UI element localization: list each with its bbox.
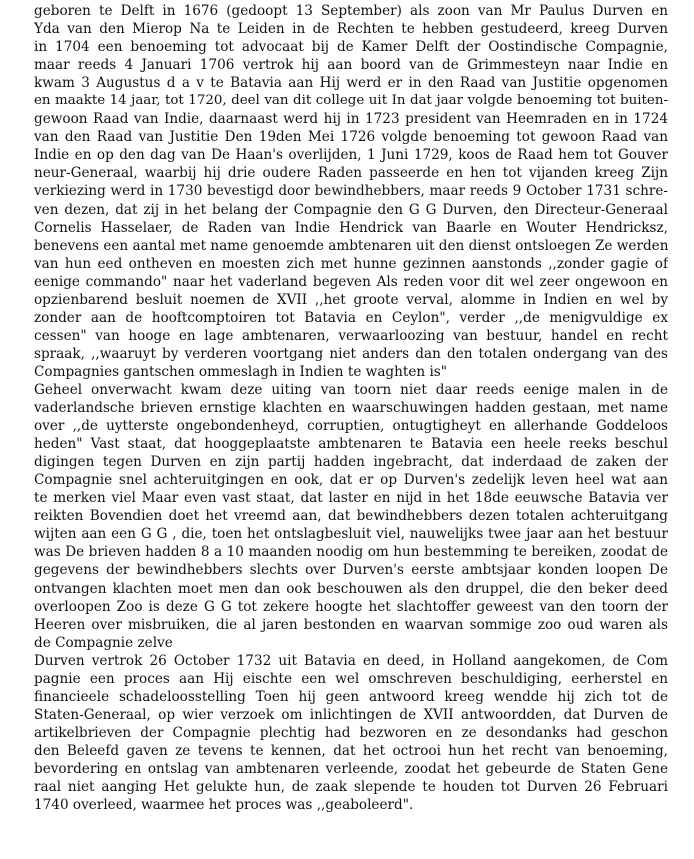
text-line: cessen" van hooge en lage ambtenaren, verwaarloozing van bestuur, handel en recht	[34, 327, 668, 344]
text-line: gegevens der bewindhebbers slechts over Durven's eerste ambtsjaar konden loopen De	[34, 562, 668, 579]
text-line: gewoon Raad van Indie, daarnaast werd hij in 1723 president van Heemraden en in 1724	[34, 111, 668, 128]
text-line: geboren te Delft in 1676 (gedoopt 13 September) als zoon van Mr Paulus Durven en	[34, 3, 668, 19]
text-line: Heeren over misbruiken, die al jaren bestonden en waarvan sommige zoo oud waren als	[34, 616, 668, 633]
paragraph	[34, 381, 668, 652]
text-line: van hun eed ontheven en moesten zich met hunne gezinnen aanstonds ,,zonder gagie of	[34, 255, 668, 272]
text-line: van den Raad van Justitie Den 19den Mei 1726 volgde benoeming tot gewoon Raad van	[34, 129, 668, 146]
text-line: financieele schadeloosstelling Toen hij geen antwoord kreeg wendde hij zich tot de	[34, 688, 668, 705]
text-line: verkiezing werd in 1730 bevestigd door bewindhebbers, maar reeds 9 October 1731 schre-	[34, 183, 668, 200]
text-line: te merken viel Maar even vast staat, dat laster en nijd in het 18de eeuwsche Batavia ver	[34, 490, 668, 507]
text-line: ven dezen, dat zij in het belang der Compagnie den G G Durven, den Directeur-Generaal	[34, 201, 668, 218]
text-line: kwam 3 Augustus d a v te Batavia aan Hij werd er in den Raad van Justitie opgenomen	[34, 75, 668, 92]
text-line: wijten aan een G G , die, toen het ontslagbesluit viel, nauwelijks twee jaar aan het bestuur	[34, 526, 668, 543]
text-line: Cornelis Hasselaer, de Raden van Indie Hendrick van Baarle en Wouter Hendricksz,	[34, 219, 668, 236]
text-line: Durven vertrok 26 October 1732 uit Batavia en deed, in Holland aangekomen, de Com	[34, 652, 668, 669]
text-line: artikelbrieven der Compagnie plechtig had bezworen en ze desondanks had geschon	[34, 724, 668, 741]
text-line: neur-Generaal, waarbij hij drie oudere Raden passeerde en hen tot vijanden kreeg Zijn	[34, 165, 668, 182]
text-line: Compagnie snel achteruitgingen en ook, dat er op Durven's zedelijk leven heel wat aan	[34, 472, 668, 489]
text-line: spraak, ,,waaruyt by verderen voortgang niet anders dan den totalen ondergang van des	[34, 345, 668, 362]
text-line: opzienbarend besluit noemen de XVII ,,het groote verval, alomme in Indien en wel by	[34, 291, 668, 308]
paragraph	[34, 652, 668, 814]
text-line: Yda van den Mierop Na te Leiden in de Rechten te hebben gestudeerd, kreeg Durven	[34, 21, 668, 38]
text-line: over ,,de uytterste ongebondenheyd, corruptien, ontugtigheyt en allerhande Goddeloos	[34, 418, 668, 435]
text-line: was De brieven hadden 8 a 10 maanden noodig om hun bestemming te bereiken, zoodat de	[34, 544, 668, 561]
text-line: vaderlandsche brieven ernstige klachten en waarschuwingen hadden gestaan, met name	[34, 400, 668, 417]
text-line: en maakte 14 jaar, tot 1720, deel van dit college uit In dat jaar volgde benoeming tot buiten-	[34, 93, 668, 109]
text-line: 1740 overleed, waarmee het proces was ,,geaboleerd".	[34, 797, 414, 814]
paragraph	[34, 2, 668, 381]
text-line: pagnie een proces aan Hij eischte een wel omschreven beschuldiging, eerherstel en	[34, 670, 668, 687]
text-line: Indie en op den dag van De Haan's overlijden, 1 Juni 1729, koos de Raad hem tot Gouver	[34, 147, 668, 164]
text-line: den Beleefd gaven ze tevens te kennen, dat het octrooi hun het recht van benoeming,	[34, 742, 668, 759]
text-line: eenige commando" naar het vaderland begeven Als reden voor dit wel zeer ongewoon en	[34, 273, 668, 290]
text-line: de Compagnie zelve	[34, 634, 173, 651]
text-line: ontvangen klachten moet men dan ook beschouwen als den druppel, die den beker deed	[34, 580, 668, 597]
text-line: benevens een aantal met name genoemde ambtenaren uit den dienst ontsloegen Ze werden	[34, 237, 668, 254]
text-line: bevordering en ontslag van ambtenaren verleende, zoodat het gebeurde de Staten Gene	[34, 760, 668, 777]
text-line: in 1704 een benoeming tot advocaat bij de Kamer Delft der Oostindische Compagnie,	[34, 39, 668, 56]
text-line: Staten-Generaal, op wier verzoek om inlichtingen de XVII antwoordden, dat Durven de	[34, 706, 668, 723]
text-line: reikten Bovendien doet het vreemd aan, dat bewindhebbers dezen totalen achteruitgang	[34, 508, 668, 525]
text-line: Compagnies gantschen ommeslagh in Indien te waghten is"	[34, 363, 448, 380]
text-line: heden" Vast staat, dat hooggeplaatste ambtenaren te Batavia een heele reeks beschul	[34, 436, 668, 453]
text-line: Geheel onverwacht kwam deze uiting van toorn niet daar reeds eenige malen in de	[34, 381, 668, 398]
text-line: overloopen Zoo is deze G G tot zekere hoogte het slachtoffer geweest van den toorn der	[34, 598, 668, 615]
text-line: raal niet aanging Het gelukte hun, de zaak slepende te houden tot Durven 26 Februari	[34, 779, 668, 796]
text-line: maar reeds 4 Januari 1706 vertrok hij aan boord van de Grimmesteyn naar Indie en	[34, 57, 668, 74]
text-line: digingen tegen Durven en zijn partij hadden ingebracht, dat inderdaad de zaken der	[34, 454, 668, 471]
text-line: zonder aan de hooftcomptoiren tot Batavia en Ceylon", verder ,,de menigvuldige ex	[34, 309, 668, 326]
body-text	[34, 2, 668, 814]
